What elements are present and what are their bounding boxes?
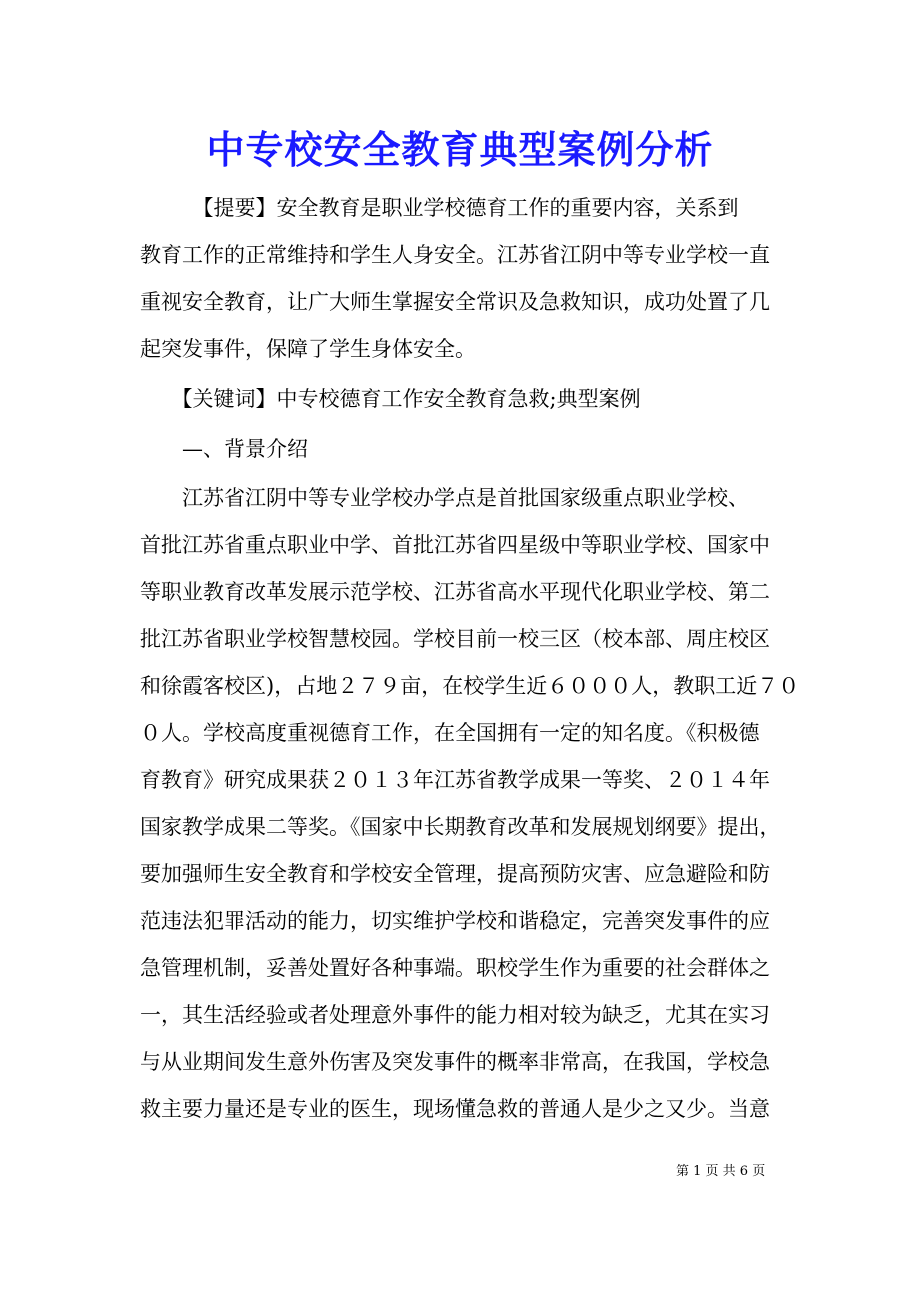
body-line: 育教育》研究成果获２０１３年江苏省教学成果一等奖、２０１４年	[140, 768, 770, 792]
body-line: 一，其生活经验或者处理意外事件的能力相对较为缺乏，尤其在实习	[140, 1003, 770, 1027]
body-line: 救主要力量还是专业的医生，现场懂急救的普通人是少之又少。当意	[140, 1097, 770, 1121]
body-line: 要加强师生安全教育和学校安全管理，提高预防灾害、应急避险和防	[140, 862, 770, 886]
body-line: 批江苏省职业学校智慧校园。学校目前一校三区（校本部、周庄校区	[140, 627, 770, 651]
body-line: 重视安全教育，让广大师生掌握安全常识及急救知识，成功处置了几	[140, 290, 770, 314]
body-line: 与从业期间发生意外伤害及突发事件的概率非常高，在我国，学校急	[140, 1050, 770, 1074]
document-title: 中专校安全教育典型案例分析	[206, 127, 714, 172]
body-line: ０人。学校高度重视德育工作，在全国拥有一定的知名度。《积极德	[140, 721, 760, 745]
page-number-footer: 第 1 页 共 6 页	[676, 1164, 766, 1179]
body-line: 国家教学成果二等奖。《国家中长期教育改革和发展规划纲要》提出，	[140, 815, 781, 839]
body-line: 教育工作的正常维持和学生人身安全。江苏省江阴中等专业学校一直	[140, 243, 770, 267]
body-line: 首批江苏省重点职业中学、首批江苏省四星级中等职业学校、国家中	[140, 533, 770, 557]
body-line: 等职业教育改革发展示范学校、江苏省高水平现代化职业学校、第二	[140, 580, 770, 604]
body-line: 急管理机制，妥善处置好各种事端。职校学生作为重要的社会群体之	[140, 956, 770, 980]
body-line: 【关键词】中专校德育工作安全教育急救;典型案例	[140, 387, 641, 411]
body-line: 江苏省江阴中等专业学校办学点是首批国家级重点职业学校、	[140, 486, 749, 510]
body-line: —、背景介绍	[140, 437, 308, 461]
body-line: 和徐霞客校区)，占地２７９亩，在校学生近６０００人，教职工近７０	[140, 674, 800, 698]
body-line: 起突发事件，保障了学生身体安全。	[140, 337, 476, 361]
body-line: 范违法犯罪活动的能力，切实维护学校和谐稳定，完善突发事件的应	[140, 909, 770, 933]
body-line: 【提要】安全教育是职业学校德育工作的重要内容，关系到	[140, 196, 739, 220]
